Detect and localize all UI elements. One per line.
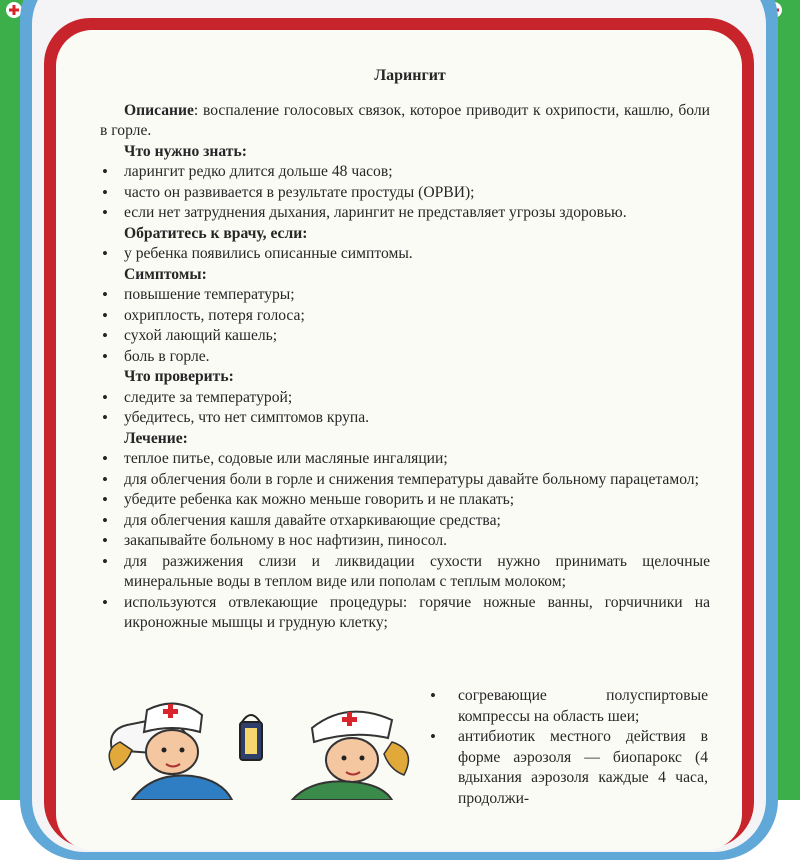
description-text: : воспаление голосовых связок, которое приводит к охрипости, кашлю, боли в горле. — [100, 101, 710, 139]
bullet-list — [100, 388, 710, 429]
list-item: • следите за температурой; — [100, 388, 710, 409]
nurse-illustration — [92, 680, 432, 800]
treatment-continued — [428, 686, 708, 809]
list-item: • охриплость, потеря голоса; — [100, 306, 710, 327]
list-item: • у ребенка появились описанные симптомы. — [100, 244, 710, 265]
list-item: • повышение температуры; — [100, 285, 710, 306]
article — [100, 66, 710, 634]
section-heading: Обратитесь к врачу, если: — [124, 224, 308, 242]
section-heading: Симптомы: — [124, 265, 207, 283]
list-item: • сухой лающий кашель; — [100, 326, 710, 347]
list-item: • согревающие полуспиртовые компрессы на область шеи; — [428, 686, 708, 727]
bullet-list — [100, 244, 710, 265]
section-heading: Что проверить: — [124, 368, 234, 385]
list-item: • ларингит редко длится дольше 48 часов; — [100, 162, 710, 183]
bullet-list — [100, 449, 710, 634]
bullet-list — [428, 686, 708, 809]
bullet-list — [100, 162, 710, 224]
list-item: • боль в горле. — [100, 347, 710, 368]
list-item: • часто он развивается в результате простуды (ОРВИ); — [100, 183, 710, 204]
nurse-left — [109, 704, 232, 800]
list-item: • убедитесь, что нет симптомов крупа. — [100, 408, 710, 429]
section-heading: Что нужно знать: — [124, 142, 247, 160]
nurse-right — [292, 712, 408, 800]
list-item: • используются отвлекающие процедуры: горячие ножные ванны, горчичники на икроножные мышцы и грудную клетку; — [100, 593, 710, 634]
list-item: • для облегчения кашля давайте отхаркивающие средства; — [100, 511, 710, 532]
list-item: • для облегчения боли в горле и снижения температуры давайте больному парацетамол; — [100, 470, 710, 491]
list-item: • если нет затруднения дыхания, ларингит не представляет угрозы здоровью. — [100, 203, 710, 224]
description-paragraph — [100, 101, 710, 142]
list-item: • теплое питье, содовые или масляные ингаляции; — [100, 449, 710, 470]
list-item: • закапывайте больному в нос нафтизин, пиносол. — [100, 531, 710, 552]
list-item: • убедите ребенка как можно меньше говорить и не плакать; — [100, 490, 710, 511]
list-item: • антибиотик местного действия в форме аэрозоля — биопарокс (4 вдыхания аэрозоля каждые 4 часа, продолжи- — [428, 727, 708, 809]
section-heading: Лечение: — [124, 429, 188, 447]
list-item: • для разжижения слизи и ликвидации сухости нужно принимать щелочные минеральные воды в теплом виде или пополам с теплым молоком; — [100, 552, 710, 593]
lantern — [240, 715, 262, 760]
page-title: Ларингит — [374, 67, 446, 84]
description-label: Описание — [124, 101, 194, 119]
bullet-list — [100, 285, 710, 367]
